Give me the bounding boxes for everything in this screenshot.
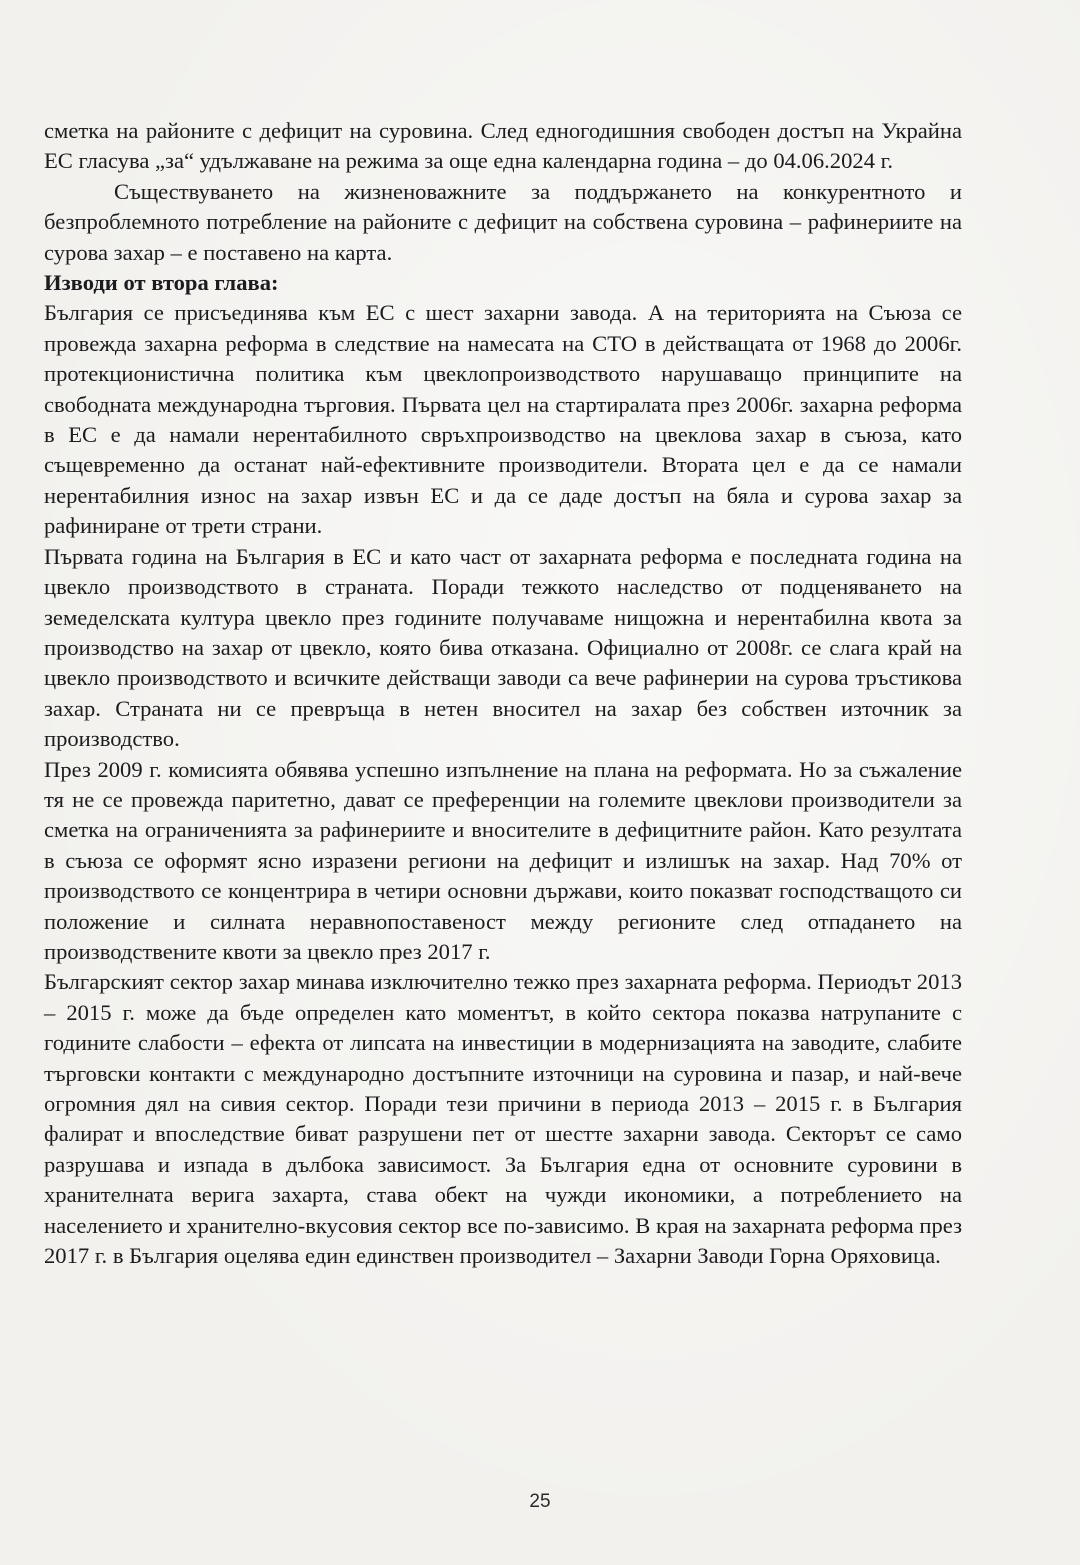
body-text [44,116,962,1271]
paragraph-continuation: сметка на районите с дефицит на суровина. След едногодишния свободен достъп на Украйна ЕС гласува „за“ удължаване на режима за още една календарна година – до 04.06.2024 г. [44,118,962,174]
conclusion-paragraph-4: Българският сектор захар минава изключително тежко през захарната реформа. Периодът 2013 – 2015 г. може да бъде определен като моментът, в който сектора показва натрупаните с годините слабости – ефекта от липсата на инвестиции в модернизацията на заводите, слабите търговски контакти с международно достъпните източници на суровина и пазар, и най-вече огромния дял на сивия сектор. Поради тези причини в периода 2013 – 2015 г. в България фалират и впоследствие биват разрушени пет от шестте захарни завода. Секторът се само разрушава и изпада в дълбока зависимост. За България една от основните суровини в хранителната верига захарта, става обект на чужди икономики, а потреблението на населението и хранително-вкусовия сектор все по-зависимо. В края на захарната реформа през 2017 г. в България оцелява един единствен производител – Захарни Заводи Горна Оряховица. [44,969,962,1269]
paragraph-refineries: Съществуването на жизненоважните за поддържането на конкурентното и безпроблемното потребление на районите с дефицит на собствена суровина – рафинериите на сурова захар – е поставено на карта. [44,178,962,265]
conclusion-paragraph-2: Първата година на България в ЕС и като част от захарната реформа е последната година на цвекло производството в страната. Поради тежкото наследство от подценяването на земеделската култура цвекло през годините получаваме нищожна и нерентабилна квота за производство на захар от цвекло, която бива отказана. Официално от 2008г. се слага край на цвекло производството и всичките действащи заводи са вече рафинерии на сурова тръстикова захар. Страната ни се превръща в нетен вносител на захар без собствен източник за производство. [44,543,962,752]
section-heading: Изводи от втора глава: [44,270,279,296]
conclusion-paragraph-3: През 2009 г. комисията обявява успешно изпълнение на плана на реформата. Но за съжаление тя не се провежда паритетно, дават се преференции на големите цвеклови производители за сметка на ограниченията за рафинериите и вносителите в дефицитните район. Като резултата в съюза се оформят ясно изразени региони на дефицит и излишък на захар. Над 70% от производството се концентрира в четири основни държави, които показват господстващото си положение и силната неравнопоставеност между регионите след отпадането на производствените квоти за цвекло през 2017 г. [44,756,962,964]
page-number: 25 [529,1491,551,1512]
conclusion-paragraph-1: България се присъединява към ЕС с шест захарни завода. А на територията на Съюза се провежда захарна реформа в следствие на намесата на СТО в действащата от 1968 до 2006г. протекционистична политика към цвеклопроизводството нарушаващо принципите на свободната международна търговия. Първата цел на стартиралата през 2006г. захарна реформа в ЕС е да намали нерентабилното свръхпроизводство на цвеклова захар в съюза, като същевременно да останат най-ефективните производители. Втората цел е да се намали нерентабилния износ на захар извън ЕС и да се даде достъп на бяла и сурова захар за рафиниране от трети страни. [44,300,962,539]
